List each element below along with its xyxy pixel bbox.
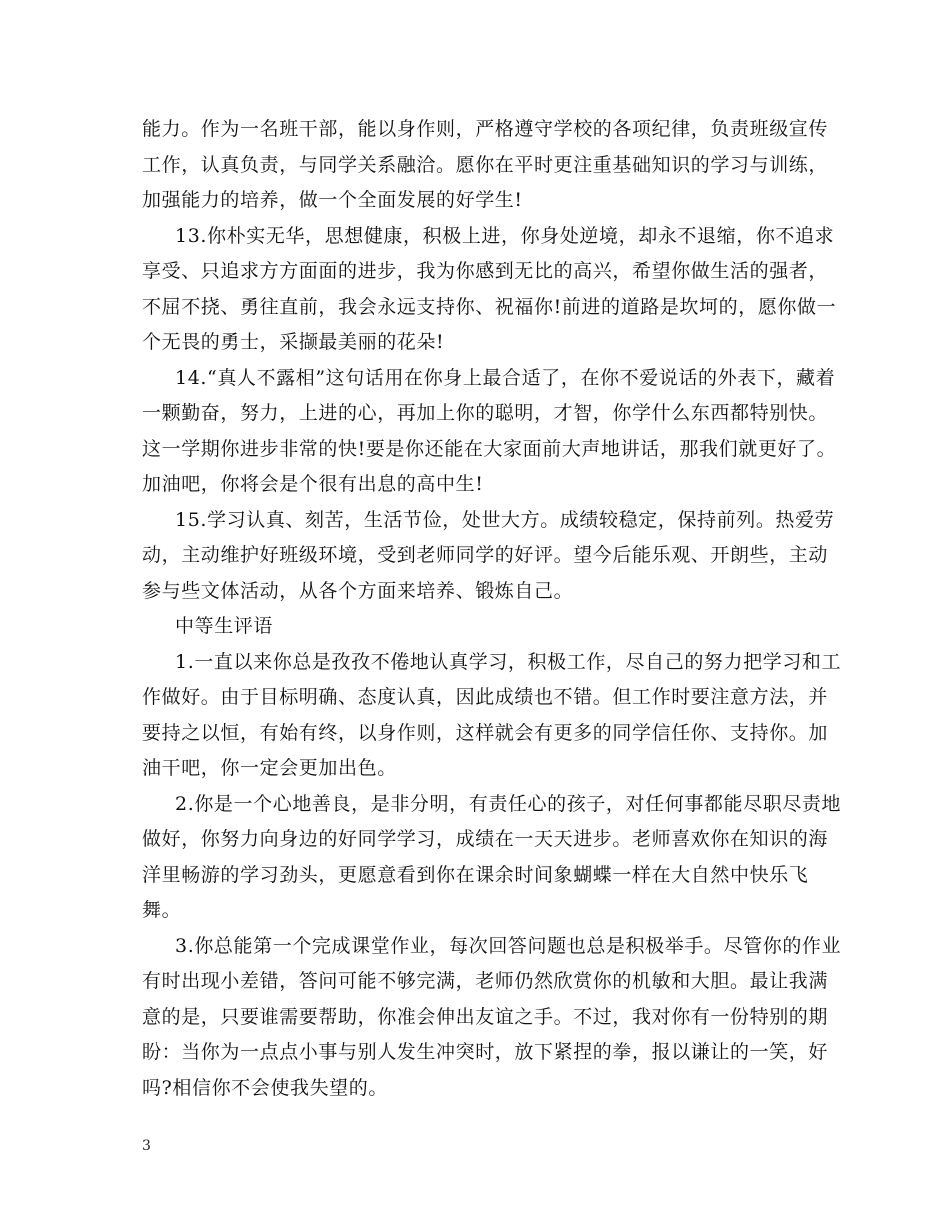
section-heading: 中等生评语 <box>175 615 274 637</box>
page-number: 3 <box>142 1138 151 1154</box>
paragraph-comment-15: 15.学习认真、刻苦，生活节俭，处世大方。成绩较稳定，保持前列。热爱劳动，主动维护好班级环境，受到老师同学的好评。望今后能乐观、开朗些，主动参与些文体活动，从各个方面来培养、锻炼自己。 <box>142 508 835 602</box>
paragraph-comment-2: 2.你是一个心地善良，是非分明，有责任心的孩子，对任何事都能尽职尽责地做好，你努力向身边的好同学学习，成绩在一天天进步。老师喜欢你在知识的海洋里畅游的学习劲头，更愿意看到你在课余时间象蝴蝶一样在大自然中快乐飞舞。 <box>142 792 842 921</box>
paragraph-continuation: 能力。作为一名班干部，能以身作则，严格遵守学校的各项纪律，负责班级宣传工作，认真负责，与同学关系融洽。愿你在平时更注重基础知识的学习与训练，加强能力的培养，做一个全面发展的好学生! <box>142 118 829 211</box>
document-body <box>142 112 842 1106</box>
paragraph-comment-3: 3.你总能第一个完成课堂作业，每次回答问题也总是积极举手。尽管你的作业有时出现小差错，答问可能不够完满，老师仍然欣赏你的机敏和大胆。最让我满意的是，只要谁需要帮助，你准会伸出友谊之手。不过，我对你有一份特别的期盼：当你为一点点小事与别人发生冲突时，放下紧捏的拳，报以谦让的一笑，好吗?相信你不会使我失望的。 <box>142 934 842 1099</box>
paragraph-comment-14: 14.“真人不露相”这句话用在你身上最合适了，在你不爱说话的外表下，藏着一颗勤奋，努力，上进的心，再加上你的聪明，才智，你学什么东西都特别快。这一学期你进步非常的快!要是你还能在大家面前大声地讲话，那我们就更好了。加油吧，你将会是个很有出息的高中生! <box>142 366 837 495</box>
paragraph-comment-13: 13.你朴实无华，思想健康，积极上进，你身处逆境，却永不退缩，你不追求享受、只追求方方面面的进步，我为你感到无比的高兴，希望你做生活的强者，不屈不挠、勇往直前，我会永远支持你、祝福你!前进的道路是坎坷的，愿你做一个无畏的勇士，采撷最美丽的花朵! <box>142 224 837 353</box>
paragraph-comment-1: 1.一直以来你总是孜孜不倦地认真学习，积极工作，尽自己的努力把学习和工作做好。由于目标明确、态度认真，因此成绩也不错。但工作时要注意方法，并要持之以恒，有始有终，以身作则，这样就会有更多的同学信任你、支持你。加油干吧，你一定会更加出色。 <box>142 650 842 779</box>
